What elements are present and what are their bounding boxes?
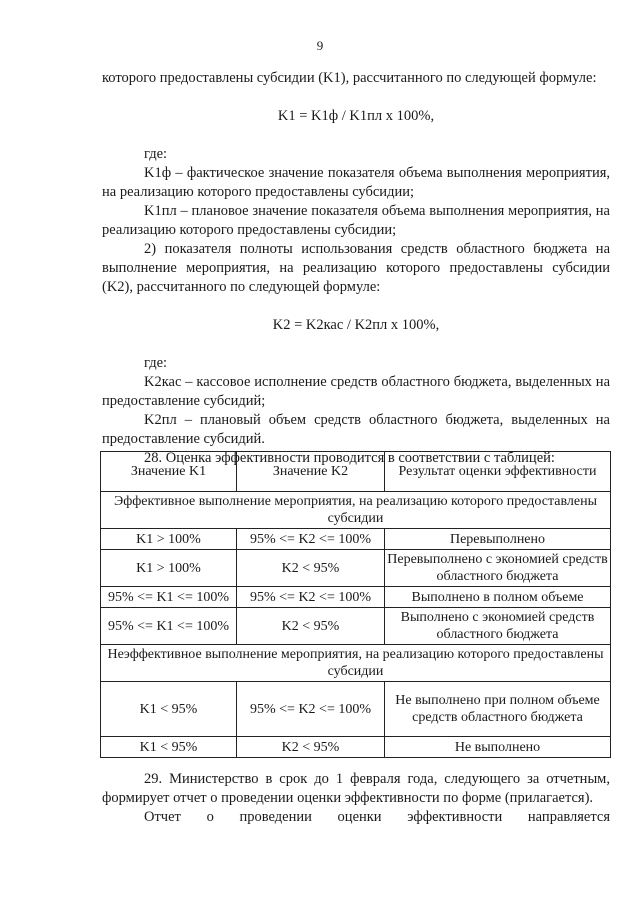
cell-k1: K1 > 100% bbox=[101, 550, 237, 587]
where-label-1: где: bbox=[144, 146, 168, 162]
table-row bbox=[101, 529, 611, 550]
table-row bbox=[101, 737, 611, 758]
header-k2: Значение K2 bbox=[237, 452, 385, 492]
section-effective: Эффективное выполнение мероприятия, на реализацию которого предоставлены субсидии bbox=[101, 492, 611, 529]
header-result: Результат оценки эффективности bbox=[385, 452, 611, 492]
header-k1: Значение K1 bbox=[101, 452, 237, 492]
cell-result: Не выполнено bbox=[385, 737, 611, 758]
table-row bbox=[101, 587, 611, 608]
cell-k1: K1 < 95% bbox=[101, 682, 237, 737]
definition-k1pl: K1пл – плановое значение показателя объема выполнения мероприятия, на реализацию которого предоставлены субсидии; bbox=[102, 203, 610, 238]
cell-result: Перевыполнено bbox=[385, 529, 611, 550]
paragraph-k1-intro: которого предоставлены субсидии (K1), рассчитанного по следующей формуле: bbox=[102, 70, 597, 86]
formula-k2: K2 = K2кас / K2пл х 100%, bbox=[272, 317, 440, 333]
cell-k1: K1 > 100% bbox=[101, 529, 237, 550]
cell-k1: K1 < 95% bbox=[101, 737, 237, 758]
definition-k2pl: K2пл – плановый объем средств областного бюджета, выделенных на предоставление субсидий. bbox=[102, 412, 610, 447]
item-28: 28. Оценка эффективности проводится в соответствии с таблицей: bbox=[144, 450, 555, 466]
table-row bbox=[101, 608, 611, 645]
definition-k1f: K1ф – фактическое значение показателя объема выполнения мероприятия, на реализацию которого предоставлены субсидии; bbox=[102, 165, 610, 200]
formula-k1: K1 = K1ф / K1пл х 100%, bbox=[277, 108, 435, 124]
page-number: 9 bbox=[316, 38, 324, 53]
item-2: 2) показателя полноты использования средств областного бюджета на выполнение мероприятия, на реализацию которого предоставлены субсидии (K2), рассчитанного по следующей формуле: bbox=[102, 241, 610, 295]
where-label-2: где: bbox=[144, 355, 168, 371]
definition-k2kas: K2кас – кассовое исполнение средств областного бюджета, выделенных на предоставление субсидий; bbox=[102, 374, 610, 409]
cell-k1: 95% <= K1 <= 100% bbox=[101, 587, 237, 608]
cell-k2: 95% <= K2 <= 100% bbox=[237, 682, 385, 737]
cell-result: Выполнено с экономией средств областного бюджета bbox=[385, 608, 611, 645]
table-header-row bbox=[101, 452, 611, 492]
cell-k2: K2 < 95% bbox=[237, 608, 385, 645]
cell-result: Выполнено в полном объеме bbox=[385, 587, 611, 608]
cell-k2: K2 < 95% bbox=[237, 737, 385, 758]
section-ineffective: Неэффективное выполнение мероприятия, на реализацию которого предоставлены субсидии bbox=[101, 645, 611, 682]
efficiency-table bbox=[100, 451, 611, 758]
cell-result: Перевыполнено с экономией средств областного бюджета bbox=[385, 550, 611, 587]
body-text-bottom bbox=[102, 770, 610, 827]
cell-result: Не выполнено при полном объеме средств областного бюджета bbox=[385, 682, 611, 737]
report-sentence: Отчет о проведении оценки эффективности направляется bbox=[144, 809, 610, 825]
cell-k2: K2 < 95% bbox=[237, 550, 385, 587]
cell-k1: 95% <= K1 <= 100% bbox=[101, 608, 237, 645]
section-row-effective bbox=[101, 492, 611, 529]
section-row-ineffective bbox=[101, 645, 611, 682]
item-29: 29. Министерство в срок до 1 февраля года, следующего за отчетным, формирует отчет о проведении оценки эффективности по форме (прилагается). bbox=[102, 771, 610, 806]
table-row bbox=[101, 682, 611, 737]
cell-k2: 95% <= K2 <= 100% bbox=[237, 529, 385, 550]
body-text-top bbox=[102, 69, 610, 468]
table-row bbox=[101, 550, 611, 587]
cell-k2: 95% <= K2 <= 100% bbox=[237, 587, 385, 608]
